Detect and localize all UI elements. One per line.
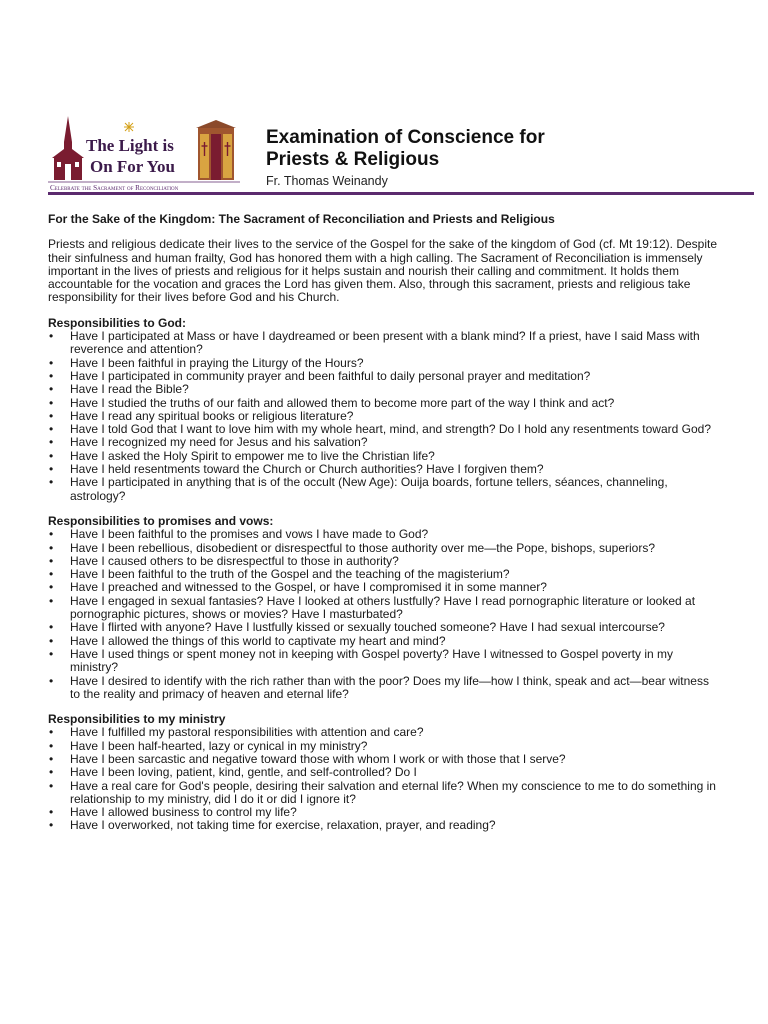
page-title-line-2: Priests & Religious xyxy=(266,149,440,170)
list-item: • Have I participated in community prayer and been faithful to daily personal prayer and meditation? xyxy=(48,370,718,383)
list-responsibilities-ministry xyxy=(48,726,718,832)
page-title-line-1: Examination of Conscience for xyxy=(266,127,545,148)
confessional-icon xyxy=(196,120,236,180)
document-header xyxy=(48,112,754,192)
list-item: • Have I studied the truths of our faith and allowed them to become more part of the way I think and act? xyxy=(48,397,718,410)
list-item: • Have I participated at Mass or have I daydreamed or been present with a blank mind? If a priest, have I said Mass with reverence and attention? xyxy=(48,330,718,357)
list-item: • Have I participated in anything that is of the occult (New Age): Ouija boards, fortune tellers, séances, channeling, astrology? xyxy=(48,476,718,503)
list-responsibilities-promises-vows xyxy=(48,528,718,701)
author-name: Fr. Thomas Weinandy xyxy=(266,174,388,188)
list-item: • Have I preached and witnessed to the Gospel, or have I compromised it in some manner? xyxy=(48,581,718,594)
logo-line-2: On For You xyxy=(90,157,176,176)
list-item: • Have I recognized my need for Jesus and his salvation? xyxy=(48,436,718,449)
church-icon xyxy=(52,116,84,180)
list-responsibilities-god xyxy=(48,330,718,503)
section-title-promises-vows: Responsibilities to promises and vows: xyxy=(48,513,274,528)
document-body xyxy=(48,213,718,845)
list-item: • Have I been loving, patient, kind, gentle, and self-controlled? Do I xyxy=(48,766,718,779)
section-title-ministry: Responsibilities to my ministry xyxy=(48,712,226,727)
list-item: • Have I been faithful to the truth of the Gospel and the teaching of the magisterium? xyxy=(48,568,718,581)
list-item: • Have I caused others to be disrespectful to those in authority? xyxy=(48,555,718,568)
header-divider xyxy=(48,192,754,195)
list-item: • Have I overworked, not taking time for exercise, relaxation, prayer, and reading? xyxy=(48,819,718,832)
list-item: • Have I allowed the things of this world to captivate my heart and mind? xyxy=(48,635,718,648)
light-rays-icon xyxy=(124,122,134,132)
list-item: • Have I been faithful to the promises and vows I have made to God? xyxy=(48,528,718,541)
list-item: • Have I read the Bible? xyxy=(48,383,718,396)
list-item: • Have I been rebellious, disobedient or disrespectful to those authority over me—the Pope, bishops, superiors? xyxy=(48,542,718,555)
list-item: • Have I allowed business to control my life? xyxy=(48,806,718,819)
light-is-on-for-you-logo xyxy=(48,116,244,192)
section-title-god: Responsibilities to God: xyxy=(48,315,187,330)
list-item: • Have I engaged in sexual fantasies? Have I looked at others lustfully? Have I read pornographic literature or looked at pornographic pictures, shows or movies? Have I masturbated? xyxy=(48,595,718,622)
title-block xyxy=(266,127,545,188)
list-item: • Have I told God that I want to love him with my whole heart, mind, and strength? Do I hold any resentments toward God? xyxy=(48,423,718,436)
logo-tagline: Celebrate the Sacrament of Reconciliation xyxy=(50,184,179,192)
list-item: • Have I read any spiritual books or religious literature? xyxy=(48,410,718,423)
list-item: • Have I been sarcastic and negative toward those with whom I work or with those that I serve? xyxy=(48,753,718,766)
list-item: • Have I fulfilled my pastoral responsibilities with attention and care? xyxy=(48,726,718,739)
list-item: • Have I asked the Holy Spirit to empower me to live the Christian life? xyxy=(48,450,718,463)
list-item: • Have I held resentments toward the Church or Church authorities? Have I forgiven them? xyxy=(48,463,718,476)
list-item: • Have I desired to identify with the rich rather than with the poor? Does my life—how I think, speak and act—bear witness to the reality and primacy of heaven and eternal life? xyxy=(48,675,718,702)
section-subheading: For the Sake of the Kingdom: The Sacrament of Reconciliation and Priests and Religious xyxy=(48,212,555,226)
list-item: • Have I flirted with anyone? Have I lustfully kissed or sexually touched someone? Have I had sexual intercourse? xyxy=(48,621,718,634)
list-item: • Have I been half-hearted, lazy or cynical in my ministry? xyxy=(48,740,718,753)
list-item: • Have I used things or spent money not in keeping with Gospel poverty? Have I witnessed to Gospel poverty in my ministry? xyxy=(48,648,718,675)
list-item: • Have a real care for God's people, desiring their salvation and eternal life? When my conscience to me to do something in relationship to my ministry, did I do it or did I ignore it? xyxy=(48,780,718,807)
logo-line-1: The Light is xyxy=(86,136,174,155)
list-item: • Have I been faithful in praying the Liturgy of the Hours? xyxy=(48,357,718,370)
intro-paragraph: Priests and religious dedicate their lives to the service of the Gospel for the sake of the kingdom of God (cf. Mt 19:12). Despite their sinfulness and human frailty, God has honored them with a high calling. The Sacrament of Reconciliation is immensely important in the lives of priests and religious for it helps sustain and nourish their calling and commitment. It holds them accountable for the vocation and graces the Lord has given them. Also, through this sacrament, priests and religious take responsibility for their lives before God and his Church. xyxy=(48,237,718,305)
